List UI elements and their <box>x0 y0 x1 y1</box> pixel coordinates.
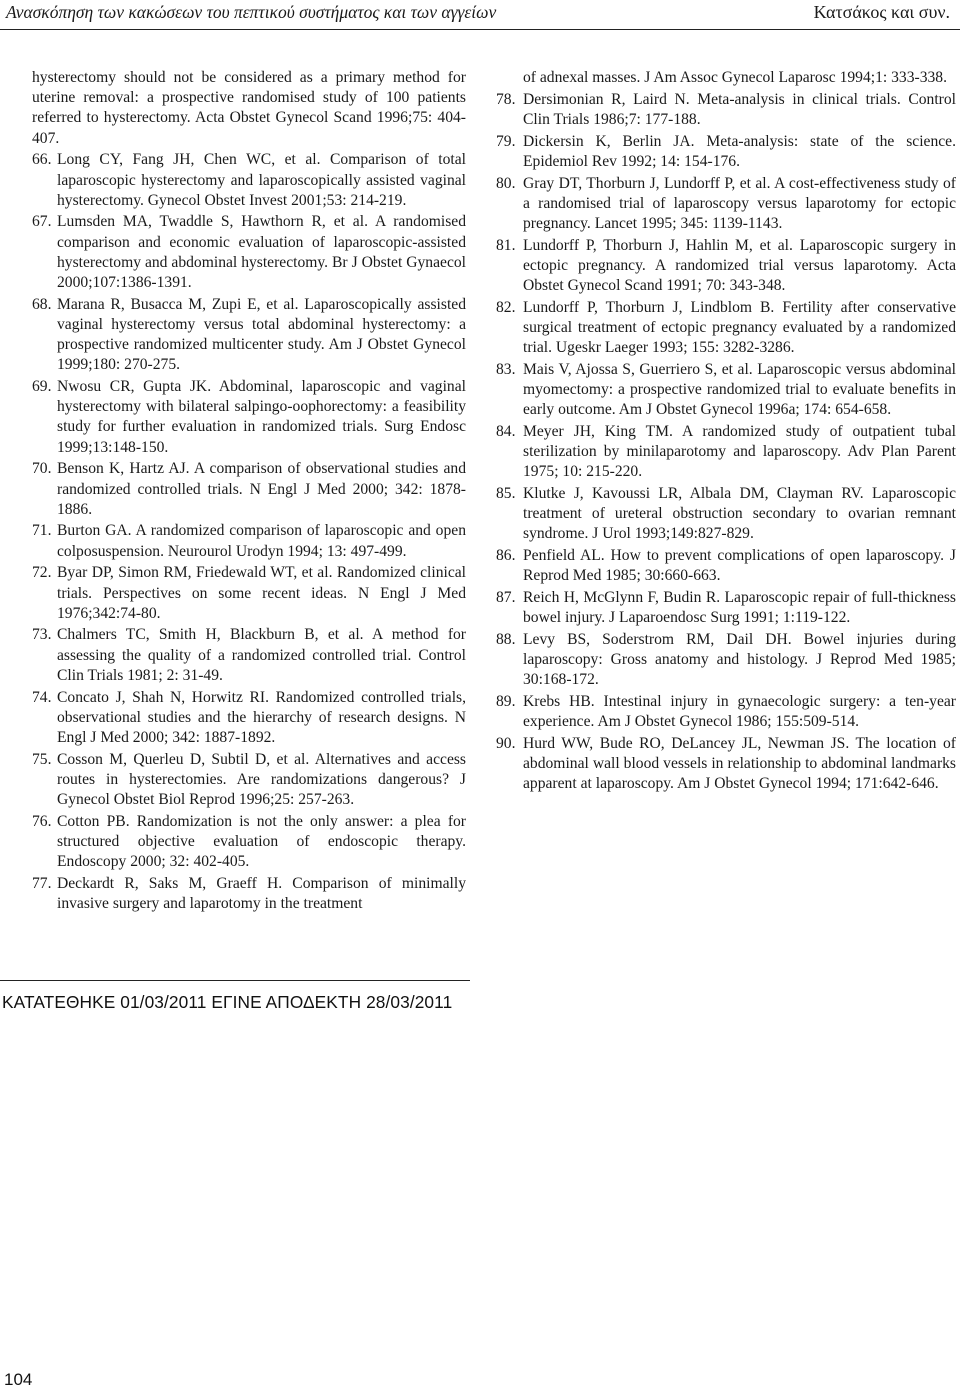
reference-item <box>496 422 956 483</box>
reference-item <box>496 360 956 421</box>
reference-list-left-column <box>32 68 466 916</box>
reference-number: 79. <box>496 132 516 150</box>
reference-number: 82. <box>496 298 516 316</box>
reference-item <box>32 812 466 873</box>
reference-text: Krebs HB. Intestinal injury in gynaecologic surgery: a ten-year experience. Am J Obstet Gynecol 1986; 155:509-514. <box>523 693 956 731</box>
reference-number: 73. <box>32 626 52 644</box>
reference-text: Dersimonian R, Laird N. Meta-analysis in clinical trials. Control Clin Trials 1986;7: 177-188. <box>523 90 956 128</box>
reference-item <box>496 734 956 795</box>
reference-text: Benson K, Hartz AJ. A comparison of observational studies and randomized controlled trials. N Engl J Med 2000; 342: 1878-1886. <box>57 460 466 518</box>
reference-item <box>496 236 956 297</box>
reference-text: Concato J, Shah N, Horwitz RI. Randomized controlled trials, observational studies and the hierarchy of research designs. N Engl J Med 2000; 342: 1887-1892. <box>57 688 466 746</box>
reference-item <box>496 174 956 235</box>
reference-continuation <box>32 68 466 149</box>
reference-text: Meyer JH, King TM. A randomized study of outpatient tubal sterilization by minilaparotomy and laparoscopy. Adv Plan Parent 1975; 10: 215-220. <box>523 422 956 481</box>
reference-number: 88. <box>496 630 516 648</box>
reference-text: Cotton PB. Randomization is not the only answer: a plea for structured objective evaluation of endoscopic therapy. Endoscopy 2000; 32: 402-405. <box>57 812 466 871</box>
reference-text: Chalmers TC, Smith H, Blackburn B, et al. A method for assessing the quality of a randomized controlled trial. Control Clin Trials 1981; 2: 31-49. <box>57 626 466 684</box>
reference-text: Nwosu CR, Gupta JK. Abdominal, laparoscopic and vaginal hysterectomy with bilateral salpingo-oophorectomy: a feasibility study for further evaluation in randomized trials. Surg Endosc 1999;13:148-150. <box>57 378 466 456</box>
reference-number: 84. <box>496 422 516 440</box>
reference-number: 75. <box>32 750 52 768</box>
reference-text: Gray DT, Thorburn J, Lundorff P, et al. A cost-effectiveness study of a randomised trial of laparoscopy versus laparotomy for ectopic pregnancy. Lancet 1995; 345: 1139-1143. <box>523 174 956 232</box>
reference-item <box>32 688 466 749</box>
submission-acceptance-note: ΚΑΤΑΤΕΘΗΚΕ 01/03/2011 ΕΓΙΝΕ ΑΠΟΔΕΚΤΗ 28/03/2011 <box>2 992 453 1012</box>
reference-number: 74. <box>32 688 52 706</box>
running-header-authors: Κατσάκος και συν. <box>813 2 950 22</box>
reference-text: Deckardt R, Saks M, Graeff H. Comparison of minimally invasive surgery and laparotomy in the treatment <box>57 874 466 913</box>
reference-item <box>496 298 956 359</box>
footer-divider <box>0 980 470 981</box>
reference-item <box>32 459 466 520</box>
reference-item <box>496 546 956 586</box>
reference-text: Marana R, Busacca M, Zupi E, et al. Laparoscopically assisted vaginal hysterectomy versus total abdominal hysterectomy: a prospective randomized multicenter study. Am J Obstet Gynecol 1999;180: 270-275. <box>57 295 466 374</box>
reference-text: Reich H, McGlynn F, Budin R. Laparoscopic repair of full-thickness bowel injury. J Laparoendosc Surg 1991; 1:119-122. <box>523 589 956 627</box>
reference-number: 67. <box>32 213 52 231</box>
reference-item <box>496 90 956 130</box>
reference-item <box>496 132 956 172</box>
reference-text: Lundorff P, Thorburn J, Lindblom B. Fertility after conservative surgical treatment of ectopic pregnancy evaluated by a randomized trial. Ugeskr Laeger 1993; 155: 3282-3286. <box>523 298 956 357</box>
reference-number: 90. <box>496 735 516 752</box>
reference-text: of adnexal masses. J Am Assoc Gynecol Laparosc 1994;1: 333-338. <box>523 69 947 86</box>
reference-item <box>32 212 466 293</box>
reference-number: 69. <box>32 378 52 396</box>
running-header <box>0 0 960 30</box>
reference-number: 89. <box>496 693 516 711</box>
reference-text: Penfield AL. How to prevent complications of open laparoscopy. J Reprod Med 1985; 30:660-663. <box>523 547 956 585</box>
reference-number: 66. <box>32 151 52 169</box>
reference-text: Long CY, Fang JH, Chen WC, et al. Comparison of total laparoscopic hysterectomy and laparoscopically assisted vaginal hysterectomy. Gynecol Obstet Invest 2001;53: 214-219. <box>57 151 466 209</box>
reference-text: Cosson M, Querleu D, Subtil D, et al. Alternatives and access routes in hysterectomies. Are randomizations dangerous? J Gynecol Obstet Biol Reprod 1996;25: 257-263. <box>57 750 466 809</box>
reference-number: 87. <box>496 589 516 607</box>
reference-number: 81. <box>496 236 516 254</box>
reference-number: 68. <box>32 295 52 313</box>
reference-list <box>32 150 466 914</box>
reference-text: Dickersin K, Berlin JA. Meta-analysis: state of the science. Epidemiol Rev 1992; 14: 154-176. <box>523 132 956 170</box>
reference-number: 71. <box>32 522 52 540</box>
reference-text: Hurd WW, Bude RO, DeLancey JL, Newman JS. The location of abdominal wall blood vessels in relationship to abdominal landmarks apparent at laparoscopy. Am J Obstet Gynecol 1994; 171:642-646. <box>523 735 956 793</box>
reference-text: Mais V, Ajossa S, Guerriero S, et al. Laparoscopic versus abdominal myomectomy: a prospective randomized trial to evaluate benefits in early outcome. Am J Obstet Gynecol 1996a; 174: 654-658. <box>523 360 956 419</box>
reference-item <box>496 630 956 691</box>
reference-list-right-column <box>496 68 956 796</box>
reference-text: hysterectomy should not be considered as a primary method for uterine removal: a prospective randomised study of 100 patients referred to hysterectomy. Acta Obstet Gynecol Scand 1996;75: 404-407. <box>32 69 466 147</box>
page-number: 104 <box>4 1370 33 1389</box>
reference-text: Byar DP, Simon RM, Friedewald WT, et al. Randomized clinical trials. Perspectives on some recent ideas. N Engl J Med 1976;342:74-80. <box>57 564 466 622</box>
reference-item <box>32 150 466 211</box>
reference-text: Burton GA. A randomized comparison of laparoscopic and open colposuspension. Neurourol Urodyn 1994; 13: 497-499. <box>57 522 466 560</box>
reference-item <box>32 563 466 624</box>
reference-item <box>32 295 466 376</box>
reference-list <box>496 90 956 795</box>
reference-number: 76. <box>32 812 52 830</box>
reference-item <box>496 588 956 628</box>
reference-text: Levy BS, Soderstrom RM, Dail DH. Bowel injuries during laparoscopy: Gross anatomy and histology. J Reprod Med 1985; 30:168-172. <box>523 630 956 689</box>
reference-number: 83. <box>496 360 516 378</box>
reference-number: 80. <box>496 174 516 192</box>
reference-number: 78. <box>496 90 516 108</box>
reference-item <box>32 750 466 811</box>
reference-text: Lundorff P, Thorburn J, Hahlin M, et al. Laparoscopic surgery in ectopic pregnancy. A randomized trial versus laparotomy. Acta Obstet Gynecol Scand 1991; 70: 343-348. <box>523 236 956 295</box>
reference-number: 85. <box>496 485 516 503</box>
reference-text: Klutke J, Kavoussi LR, Albala DM, Clayman RV. Laparoscopic treatment of ureteral obstruction secondary to ovarian remnant syndrome. J Urol 1993;149:827-829. <box>523 485 956 543</box>
reference-item <box>496 484 956 545</box>
reference-item <box>496 692 956 732</box>
reference-number: 72. <box>32 564 52 582</box>
reference-continuation <box>496 68 956 88</box>
reference-number: 77. <box>32 874 52 892</box>
reference-item <box>32 521 466 561</box>
reference-number: 86. <box>496 547 516 565</box>
running-header-title: Ανασκόπηση των κακώσεων του πεπτικού συστήματος και των αγγείων <box>6 2 497 22</box>
reference-number: 70. <box>32 460 52 478</box>
reference-item <box>32 874 466 914</box>
reference-item <box>32 625 466 686</box>
reference-item <box>32 377 466 458</box>
reference-text: Lumsden MA, Twaddle S, Hawthorn R, et al. A randomised comparison and economic evaluation of laparoscopic-assisted hysterectomy and abdominal hysterectomy. Br J Obstet Gynaecol 2000;107:1386-1391. <box>57 213 466 292</box>
